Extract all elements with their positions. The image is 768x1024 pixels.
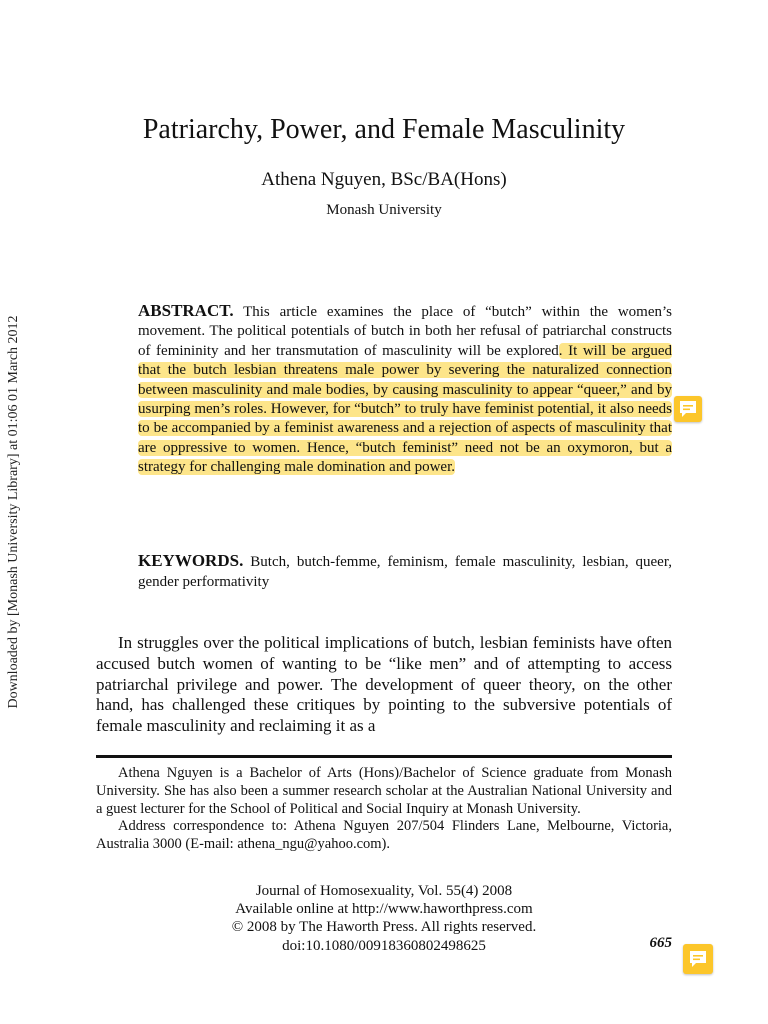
download-watermark (4, 272, 24, 752)
journal-citation: Journal of Homosexuality, Vol. 55(4) 2008 (255, 883, 513, 899)
journal-doi: doi:10.1080/00918360802498625 (282, 937, 486, 954)
journal-copyright: © 2008 by The Haworth Press. All rights reserved. (231, 919, 537, 936)
comment-icon[interactable] (683, 944, 713, 974)
footnote-divider (96, 755, 672, 758)
page-number: 665 (649, 935, 672, 951)
journal-online: Available online at http://www.haworthpress.com (235, 901, 533, 918)
keywords (138, 551, 672, 592)
abstract (138, 301, 672, 478)
abstract-text: This article examines the place of “butch” within the women’s movement. The political potentials of butch in both her refusal of patriarchal constructs of femininity and her transmutation of masculinity will be explored (138, 304, 672, 359)
keywords-label: KEYWORDS. (138, 551, 244, 570)
abstract-label: ABSTRACT. (138, 301, 234, 320)
journal-info (96, 882, 672, 955)
correspondence-address: Address correspondence to: Athena Nguyen 207/504 Flinders Lane, Melbourne, Victoria, Australia 3000 (E-mail: athena_ngu@yahoo.com). (96, 818, 672, 853)
article-title: Patriarchy, Power, and Female Masculinity (142, 114, 626, 145)
keywords-text: Butch, butch-femme, feminism, female masculinity, lesbian, queer, gender performativity (138, 554, 672, 590)
author-name: Athena Nguyen, BSc/BA(Hons) (261, 169, 507, 190)
author-affiliation: Monash University (326, 202, 442, 218)
abstract-highlight[interactable]: . It will be argued that the butch lesbian threatens male power by severing the naturalized connection between masculinity and male bodies, by causing masculinity to appear “queer,” and by usurping men’s roles. However, for “butch” to truly have feminist potential, it also needs to be accompanied by a feminist awareness and a rejection of aspects of masculinity that are oppressive to women. Hence, “butch feminist” need not be an oxymoron, but a strategy for challenging male domination and power. (138, 342, 672, 476)
author-bio: Athena Nguyen is a Bachelor of Arts (Hons)/Bachelor of Science graduate from Monash University. She has also been a summer research scholar at the Australian National University and a guest lecturer for the School of Political and Social Inquiry at Monash University. (96, 765, 672, 817)
body-paragraph: In struggles over the political implications of butch, lesbian feminists have often accused butch women of wanting to be “like men” and of attempting to access patriarchal privilege and power. The development of queer theory, on the other hand, has challenged these critiques by pointing to the subversive potentials of female masculinity and reclaiming it as a (96, 633, 672, 736)
author-footnote (96, 765, 672, 854)
comment-icon[interactable] (674, 396, 702, 422)
download-watermark-text: Downloaded by [Monash University Library] at 01:06 01 March 2012 (6, 315, 21, 709)
